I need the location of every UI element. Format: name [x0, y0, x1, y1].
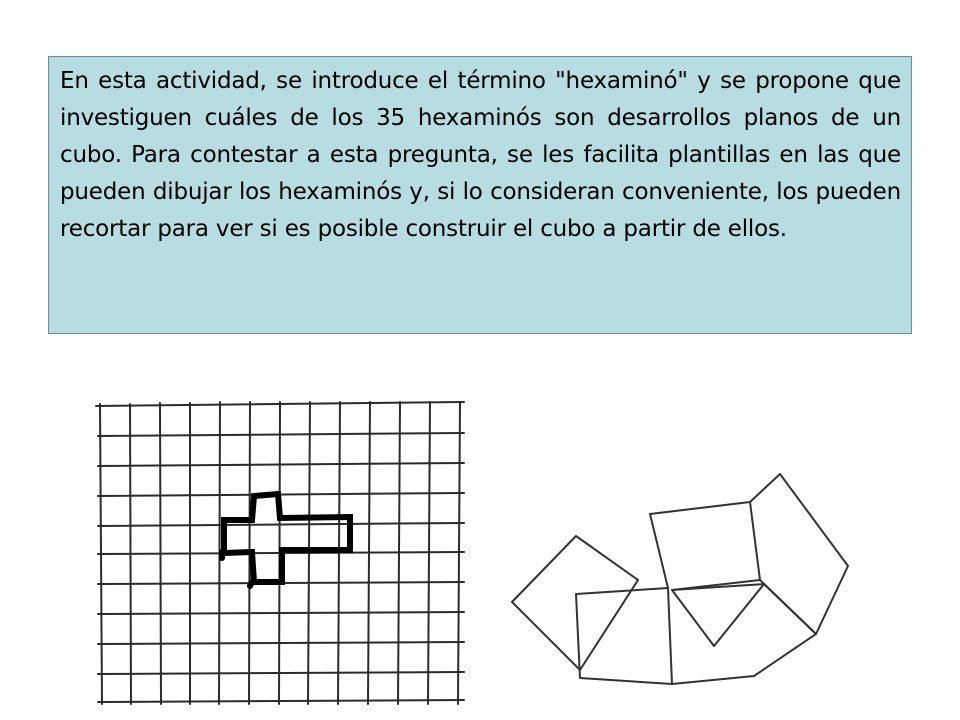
hexomino-grid-figure: [92, 392, 478, 710]
folded-cube-net-figure: [500, 466, 860, 696]
hexomino-grid-drawing: [92, 392, 478, 710]
folded-cube-net-drawing: [500, 466, 860, 696]
activity-description-text: En esta actividad, se introduce el término "hexaminó" y se propone que investiguen cuáles de los 35 hexaminós son desarrollos planos de un cubo. Para contestar a esta pregunta, se les facilita plantillas en las que pueden dibujar los hexaminós y, si lo consideran conveniente, los pueden recortar para ver si es posible construir el cubo a partir de ellos.: [60, 68, 901, 242]
activity-description-box: [48, 56, 912, 334]
